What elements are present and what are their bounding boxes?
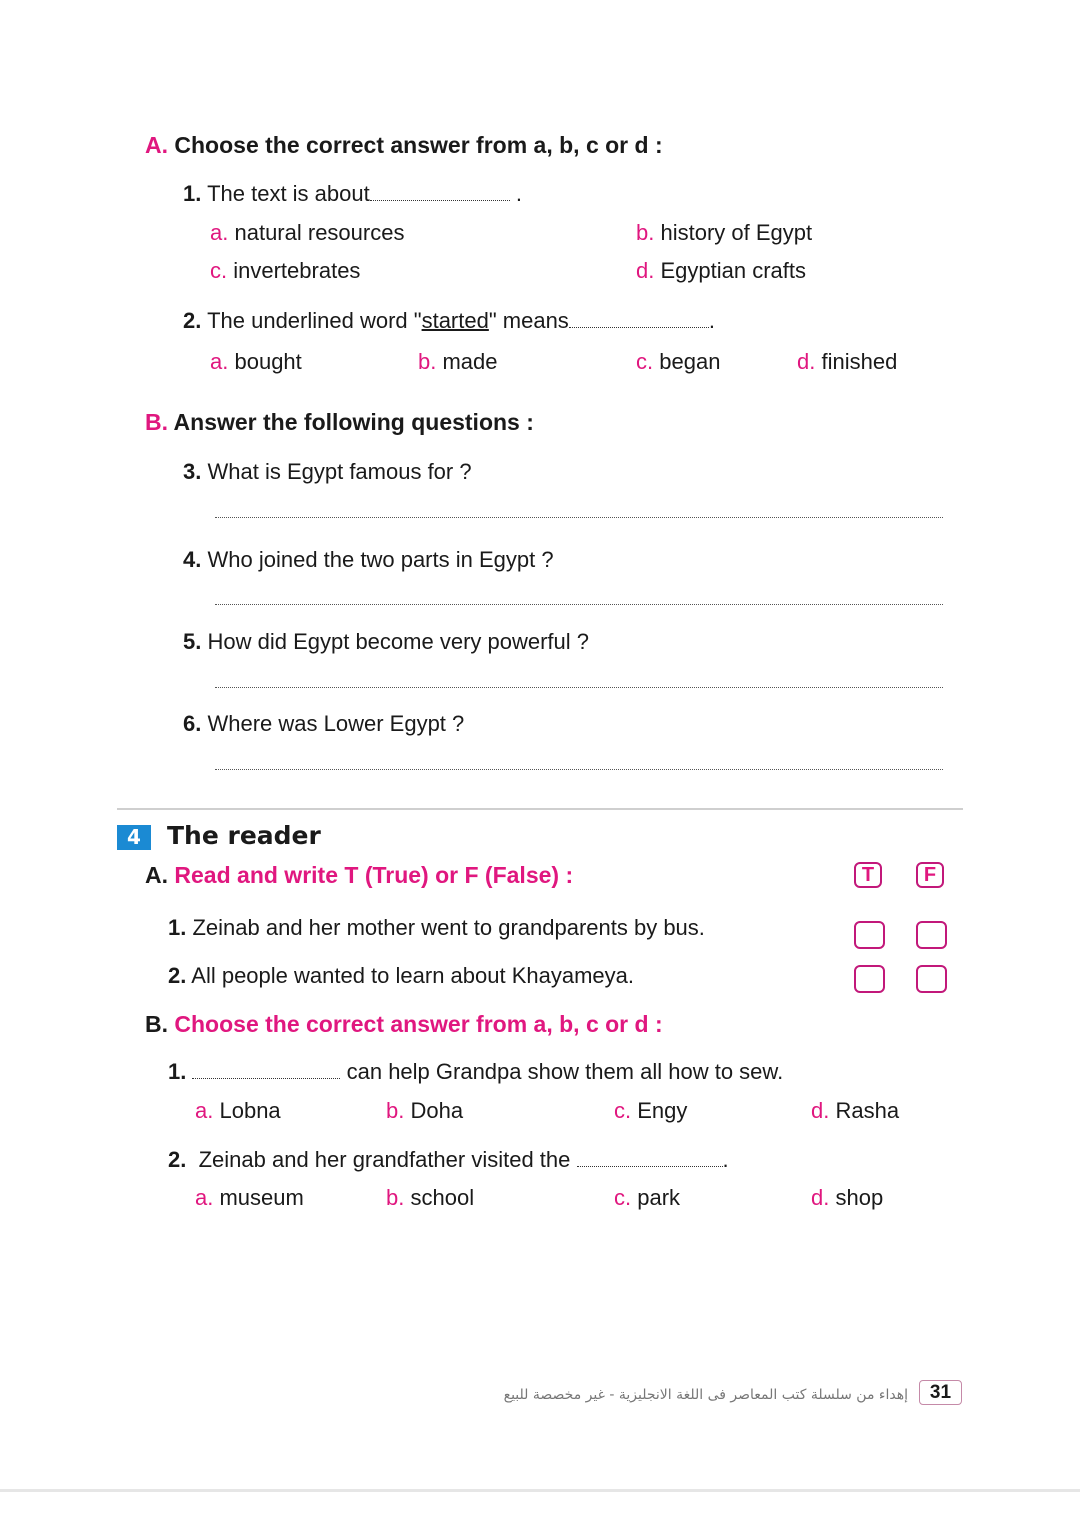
- underlined-word: started: [421, 308, 489, 333]
- option-letter: d.: [811, 1185, 830, 1210]
- option-letter: c.: [210, 258, 228, 283]
- option-a[interactable]: [195, 1098, 281, 1124]
- item-text: Zeinab and her mother went to grandparents by bus.: [192, 915, 705, 940]
- option-b[interactable]: [386, 1185, 474, 1211]
- answer-line[interactable]: [215, 687, 943, 688]
- tf-item-2: [168, 963, 634, 989]
- option-text: Egyptian crafts: [660, 258, 806, 283]
- question-6: [183, 711, 464, 737]
- option-text: shop: [835, 1185, 884, 1210]
- option-d[interactable]: [811, 1185, 883, 1211]
- part-letter: A.: [145, 862, 168, 888]
- punct: .: [708, 308, 715, 333]
- option-letter: d.: [811, 1098, 830, 1123]
- section-divider: [117, 808, 963, 810]
- section-badge: 4: [117, 825, 151, 850]
- question-text: What is Egypt famous for ?: [207, 459, 472, 484]
- answer-line[interactable]: [215, 517, 943, 518]
- option-letter: b.: [418, 349, 437, 374]
- question-number: 2.: [183, 308, 202, 333]
- option-b[interactable]: [636, 220, 812, 246]
- question-text: The text is about: [207, 181, 370, 206]
- question-3: [183, 459, 472, 485]
- punct: .: [722, 1147, 729, 1172]
- option-letter: d.: [797, 349, 816, 374]
- option-letter: d.: [636, 258, 655, 283]
- option-letter: a.: [210, 220, 229, 245]
- option-text: finished: [821, 349, 898, 374]
- question-number: 5.: [183, 629, 202, 654]
- part-a-heading: [145, 132, 663, 158]
- part-title: Choose the correct answer from a, b, c or d :: [174, 1011, 663, 1037]
- question-1: [183, 181, 522, 207]
- part-letter: B.: [145, 1011, 168, 1037]
- option-c[interactable]: [210, 258, 360, 284]
- true-label: T: [854, 862, 882, 888]
- answer-line[interactable]: [215, 604, 943, 605]
- option-c[interactable]: [614, 1185, 680, 1211]
- option-letter: c.: [614, 1098, 632, 1123]
- answer-blank[interactable]: [569, 313, 709, 328]
- option-text: school: [410, 1185, 475, 1210]
- option-a[interactable]: [195, 1185, 304, 1211]
- false-checkbox[interactable]: [916, 965, 947, 993]
- option-text: museum: [219, 1185, 304, 1210]
- option-text: Engy: [637, 1098, 688, 1123]
- option-letter: a.: [195, 1185, 214, 1210]
- option-letter: c.: [614, 1185, 632, 1210]
- option-text: Lobna: [219, 1098, 281, 1123]
- option-c[interactable]: [636, 349, 720, 375]
- mcq-question-2: [168, 1147, 729, 1173]
- option-d[interactable]: [811, 1098, 899, 1124]
- option-d[interactable]: [797, 349, 897, 375]
- footer-text: إهداء من سلسلة كتب المعاصر فى اللغة الانجليزية - غير مخصصة للبيع: [503, 1387, 908, 1403]
- option-text: bought: [234, 349, 302, 374]
- option-text: invertebrates: [233, 258, 361, 283]
- question-text: Where was Lower Egypt ?: [207, 711, 465, 736]
- question-number: 1.: [168, 1059, 187, 1084]
- punct: .: [515, 181, 522, 206]
- option-c[interactable]: [614, 1098, 687, 1124]
- false-checkbox[interactable]: [916, 921, 947, 949]
- option-text: Doha: [410, 1098, 464, 1123]
- part-title: Answer the following questions :: [173, 409, 534, 435]
- mcq-heading: [145, 1011, 663, 1037]
- option-letter: a.: [210, 349, 229, 374]
- option-a[interactable]: [210, 220, 404, 246]
- answer-blank[interactable]: [370, 186, 510, 201]
- true-checkbox[interactable]: [854, 965, 885, 993]
- mcq-question-1: [168, 1059, 783, 1085]
- question-2: [183, 308, 715, 334]
- part-title: Read and write T (True) or F (False) :: [174, 862, 574, 888]
- question-text: " means: [488, 308, 569, 333]
- option-d[interactable]: [636, 258, 806, 284]
- answer-line[interactable]: [215, 769, 943, 770]
- question-4: [183, 547, 554, 573]
- item-text: All people wanted to learn about Khayameya.: [191, 963, 635, 988]
- part-b-heading: [145, 409, 534, 435]
- answer-blank[interactable]: [577, 1152, 723, 1167]
- item-number: 1.: [168, 915, 187, 940]
- question-number: 3.: [183, 459, 202, 484]
- option-letter: c.: [636, 349, 654, 374]
- option-a[interactable]: [210, 349, 302, 375]
- option-letter: b.: [386, 1098, 405, 1123]
- option-text: began: [659, 349, 721, 374]
- option-letter: a.: [195, 1098, 214, 1123]
- tf-item-1: [168, 915, 705, 941]
- option-b[interactable]: [386, 1098, 463, 1124]
- section-title: The reader: [167, 821, 321, 850]
- question-number: 4.: [183, 547, 202, 572]
- true-checkbox[interactable]: [854, 921, 885, 949]
- question-5: [183, 629, 589, 655]
- page-bottom-edge: [0, 1489, 1080, 1492]
- part-letter: B.: [145, 409, 168, 435]
- page-number: 31: [919, 1380, 962, 1405]
- question-text: How did Egypt become very powerful ?: [207, 629, 590, 654]
- option-b[interactable]: [418, 349, 498, 375]
- option-letter: b.: [636, 220, 655, 245]
- option-text: Rasha: [835, 1098, 900, 1123]
- question-text: Who joined the two parts in Egypt ?: [207, 547, 554, 572]
- part-letter: A.: [145, 132, 168, 158]
- question-number: 1.: [183, 181, 202, 206]
- option-text: history of Egypt: [660, 220, 813, 245]
- item-number: 2.: [168, 963, 187, 988]
- question-number: 2.: [168, 1147, 187, 1172]
- false-label: F: [916, 862, 944, 888]
- option-text: made: [442, 349, 498, 374]
- option-text: park: [637, 1185, 681, 1210]
- tf-heading: [145, 862, 573, 888]
- question-text: can help Grandpa show them all how to sew.: [346, 1059, 784, 1084]
- question-text: Zeinab and her grandfather visited the: [198, 1147, 571, 1172]
- question-number: 6.: [183, 711, 202, 736]
- option-text: natural resources: [234, 220, 405, 245]
- option-letter: b.: [386, 1185, 405, 1210]
- question-text: The underlined word ": [207, 308, 422, 333]
- answer-blank[interactable]: [192, 1064, 340, 1079]
- part-title: Choose the correct answer from a, b, c or d :: [174, 132, 663, 158]
